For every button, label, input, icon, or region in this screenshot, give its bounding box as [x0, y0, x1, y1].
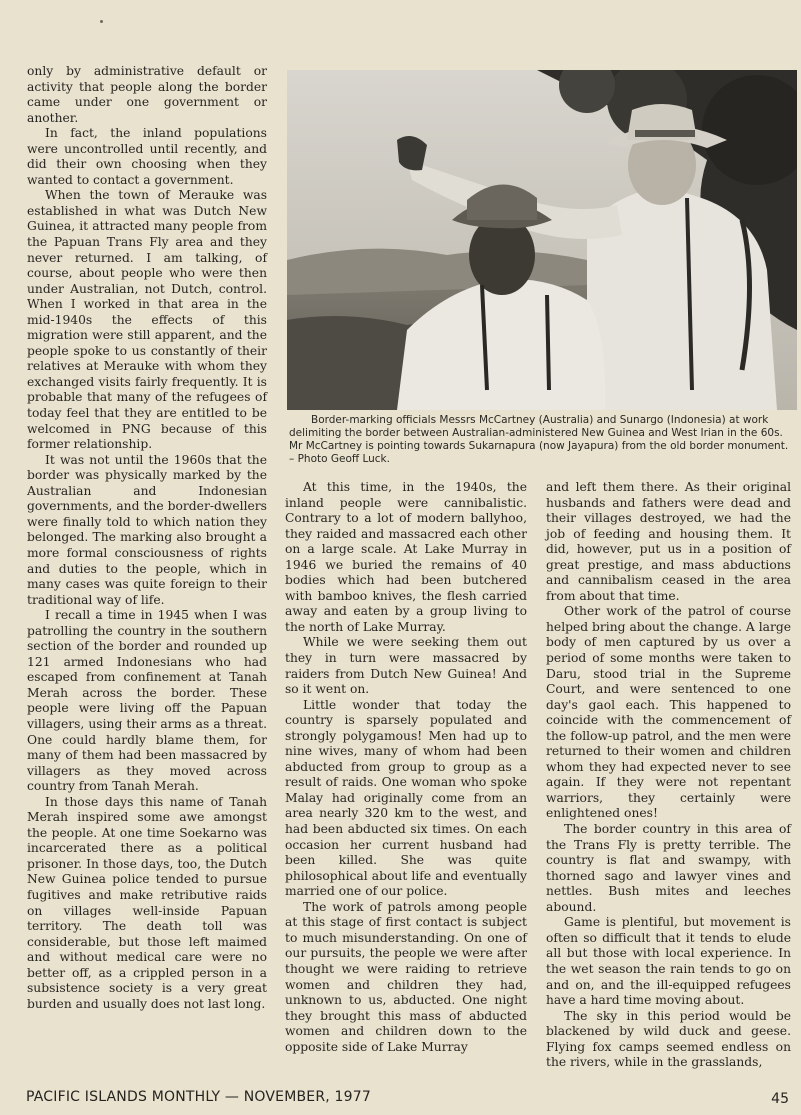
paragraph: only by administrative default or activity that people along the border came under one government or another.: [27, 64, 267, 125]
print-speck: [100, 20, 103, 23]
photo-caption: [289, 414, 795, 466]
paragraph: The sky in this period would be blackened by wild duck and geese. Flying fox camps seemed endless on the rivers, while in the grasslands,: [546, 1008, 791, 1070]
paragraph: The border country in this area of the Trans Fly is pretty terrible. The country is flat and swampy, with thorned sago and lawyer vines and nettles. Bush mites and leeches abound.: [546, 822, 791, 914]
page-number: 45: [771, 1091, 789, 1107]
paragraph: When the town of Merauke was established in what was Dutch New Guinea, it attracted many people from the Papuan Trans Fly area and they never returned. I am talking, of course, about people who were then under Australian, not Dutch, control. When I worked in that area in the mid-1940s the effects of this migration were still apparent, and the people spoke to us constantly of their relatives at Merauke with whom they exchanged visits fairly frequently. It is probable that many of the refugees of today feel that they are entitled to be welcomed in PNG because of this former relationship.: [27, 188, 267, 452]
paragraph: Little wonder that today the country is sparsely populated and strongly polygamous! Men had up to nine wives, many of whom had been abducted from group to group as a result of raids. One woman who spoke Malay had originally come from an area nearly 320 km to the west, and had been abducted six times. On each occasion her current husband had been killed. She was quite philosophical about life and eventually married one of our police.: [285, 697, 527, 899]
paragraph: and left them there. As their original husbands and fathers were dead and their villages destroyed, we had the job of feeding and housing them. It did, however, put us in a position of great prestige, and mass abductions and cannibalism ceased in the area from about that time.: [546, 480, 791, 603]
paragraph: At this time, in the 1940s, the inland people were cannibalistic. Contrary to a lot of modern ballyhoo, they raided and massacred each other on a large scale. At Lake Murray in 1946 we buried the remains of 40 bodies which had been butchered with bamboo knives, the flesh carried away and eaten by a group living to the north of Lake Murray.: [285, 480, 527, 634]
border-officials-photo: [287, 70, 797, 410]
article-column-2: [285, 480, 527, 1055]
publication-footer: PACIFIC ISLANDS MONTHLY — NOVEMBER, 1977: [26, 1089, 371, 1105]
caption-text: Border-marking officials Messrs McCartney (Australia) and Sunargo (Indonesia) at work delimiting the border between Australian-administered New Guinea and West Irian in the 60s. Mr McCartney is pointing towards Sukarnapura (now Jayapura) from the old border monument. – Photo Geoff Luck.: [289, 414, 789, 465]
paragraph: I recall a time in 1945 when I was patrolling the country in the southern section of the border and rounded up 121 armed Indonesians who had escaped from confinement at Tanah Merah across the border. These people were living off the Papuan villagers, using their arms as a threat. One could hardly blame them, for many of them had been massacred by villagers as they moved across country from Tanah Merah.: [27, 608, 267, 794]
paragraph: While we were seeking them out they in turn were massacred by raiders from Dutch New Guinea! And so it went on.: [285, 635, 527, 697]
paragraph: Other work of the patrol of course helped bring about the change. A large body of men captured by us over a period of some months were taken to Daru, stood trial in the Supreme Court, and were sentenced to one day's gaol each. This happened to coincide with the commencement of the follow-up patrol, and the men were returned to their women and children whom they had expected never to see again. If they were not repentant warriors, they certainly were enlightened ones!: [546, 604, 791, 821]
paragraph: In those days this name of Tanah Merah inspired some awe amongst the people. At one time Soekarno was incarcerated there as a political prisoner. In those days, too, the Dutch New Guinea police tended to pursue fugitives and make retributive raids on villages well-inside Papuan territory. The death toll was considerable, but those left maimed and without medical care were no better off, as a crippled person in a subsistence society is a very great burden and usually does not last long.: [27, 794, 267, 1011]
article-column-3: [546, 480, 791, 1071]
paragraph: In fact, the inland populations were uncontrolled until recently, and did their own choosing when they wanted to contact a government.: [27, 126, 267, 187]
paragraph: Game is plentiful, but movement is often so difficult that it tends to elude all but those with local experience. In the wet season the rain tends to go on and on, and the ill-equipped refugees have a hard time moving about.: [546, 915, 791, 1008]
photo-illustration: [287, 70, 797, 410]
article-column-1: [27, 64, 267, 1012]
paragraph: It was not until the 1960s that the border was physically marked by the Australian and Indonesian governments, and the border-dwellers were finally told to which nation they belonged. The marking also brought a more formal consciousness of rights and duties to the people, which in many cases was quite foreign to their traditional way of life.: [27, 452, 267, 607]
paragraph: The work of patrols among people at this stage of first contact is subject to much misunderstanding. On one of our pursuits, the people we were after thought we were raiding to retrieve women and children they had, unknown to us, abducted. One night they brought this mass of abducted women and children down to the opposite side of Lake Murray: [285, 899, 527, 1054]
